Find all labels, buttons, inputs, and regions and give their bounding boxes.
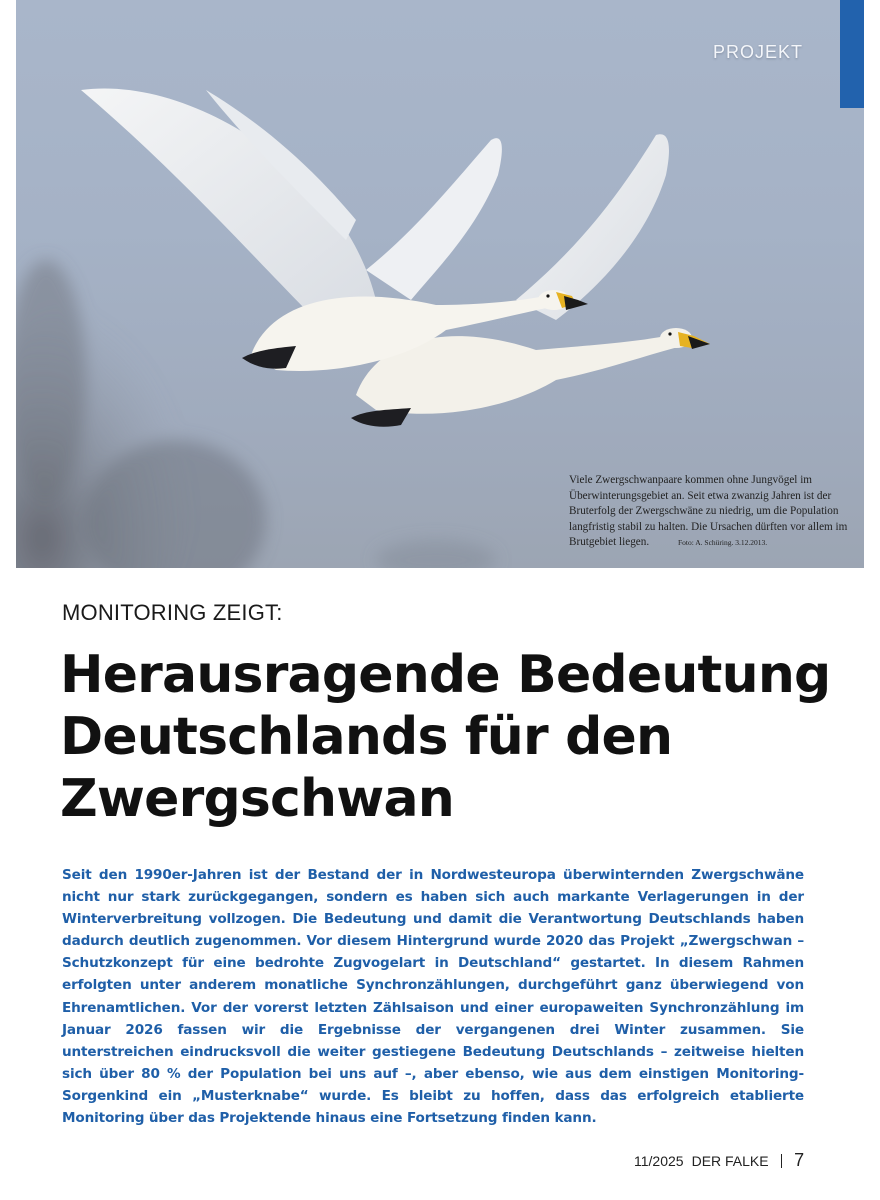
footer-divider: [781, 1154, 783, 1168]
section-accent-tab: [840, 0, 864, 108]
page-number: 7: [794, 1150, 805, 1170]
swans-photo: [16, 0, 864, 568]
photo-credit: Foto: A. Schüring. 3.12.2013.: [677, 538, 768, 548]
article-lead: Seit den 1990er-Jahren ist der Bestand der in Nordwesteuropa überwinternden Zwergschwäne nicht nur stark zurückgegangen, sondern es haben sich auch markante Verlagerungen in der Winterverbreitung vollzogen. Die Bedeutung und damit die Verantwortung Deutschlands haben dadurch deutlich zugenommen. Vor diesem Hintergrund wurde 2020 das Projekt „Zwergschwan – Schutzkonzept für eine bedrohte Zugvogelart in Deutschland“ gestartet. In diesem Rahmen erfolgten unter anderem monatliche Synchronzählungen, durchgeführt ganz überwiegend von Ehrenamtlichen. Vor der vorerst letzten Zählsaison und einer europaweiten Synchronzählung im Januar 2026 fassen wir die Ergebnisse der vergangenen drei Winter zusammen. Sie unterstreichen eindrucksvoll die weiter gestiegene Bedeutung Deutschlands – zeitweise hielten sich über 80 % der Population bei uns auf –, aber ebenso, wie aus dem einstigen Monitoring-Sorgenkind ein „Musterknabe“ wurde. Es bleibt zu hoffen, dass das erfolgreich etablierte Monitoring über das Projektende hinaus eine Fortsetzung finden kann.: [62, 867, 804, 1127]
photo-caption: [569, 473, 859, 551]
article-kicker: MONITORING ZEIGT:: [62, 600, 283, 625]
issue-date: 11/2025: [634, 1152, 684, 1169]
magazine-name: DER FALKE: [691, 1152, 769, 1169]
article-headline: Herausragende Bedeutung Deutschlands für den Zwergschwan: [60, 645, 831, 829]
page-footer: [634, 1150, 804, 1171]
section-label: PROJEKT: [713, 42, 804, 62]
caption-text: Viele Zwergschwanpaare kommen ohne Jungvögel im Überwinterungsgebiet an. Seit etwa zwanzig Jahren ist der Bruterfolg der Zwergschwäne zu niedrig, um die Population langfristig stabil zu halten. Die Ursachen dürften vor allem im Brutgebiet liegen.: [569, 474, 848, 549]
